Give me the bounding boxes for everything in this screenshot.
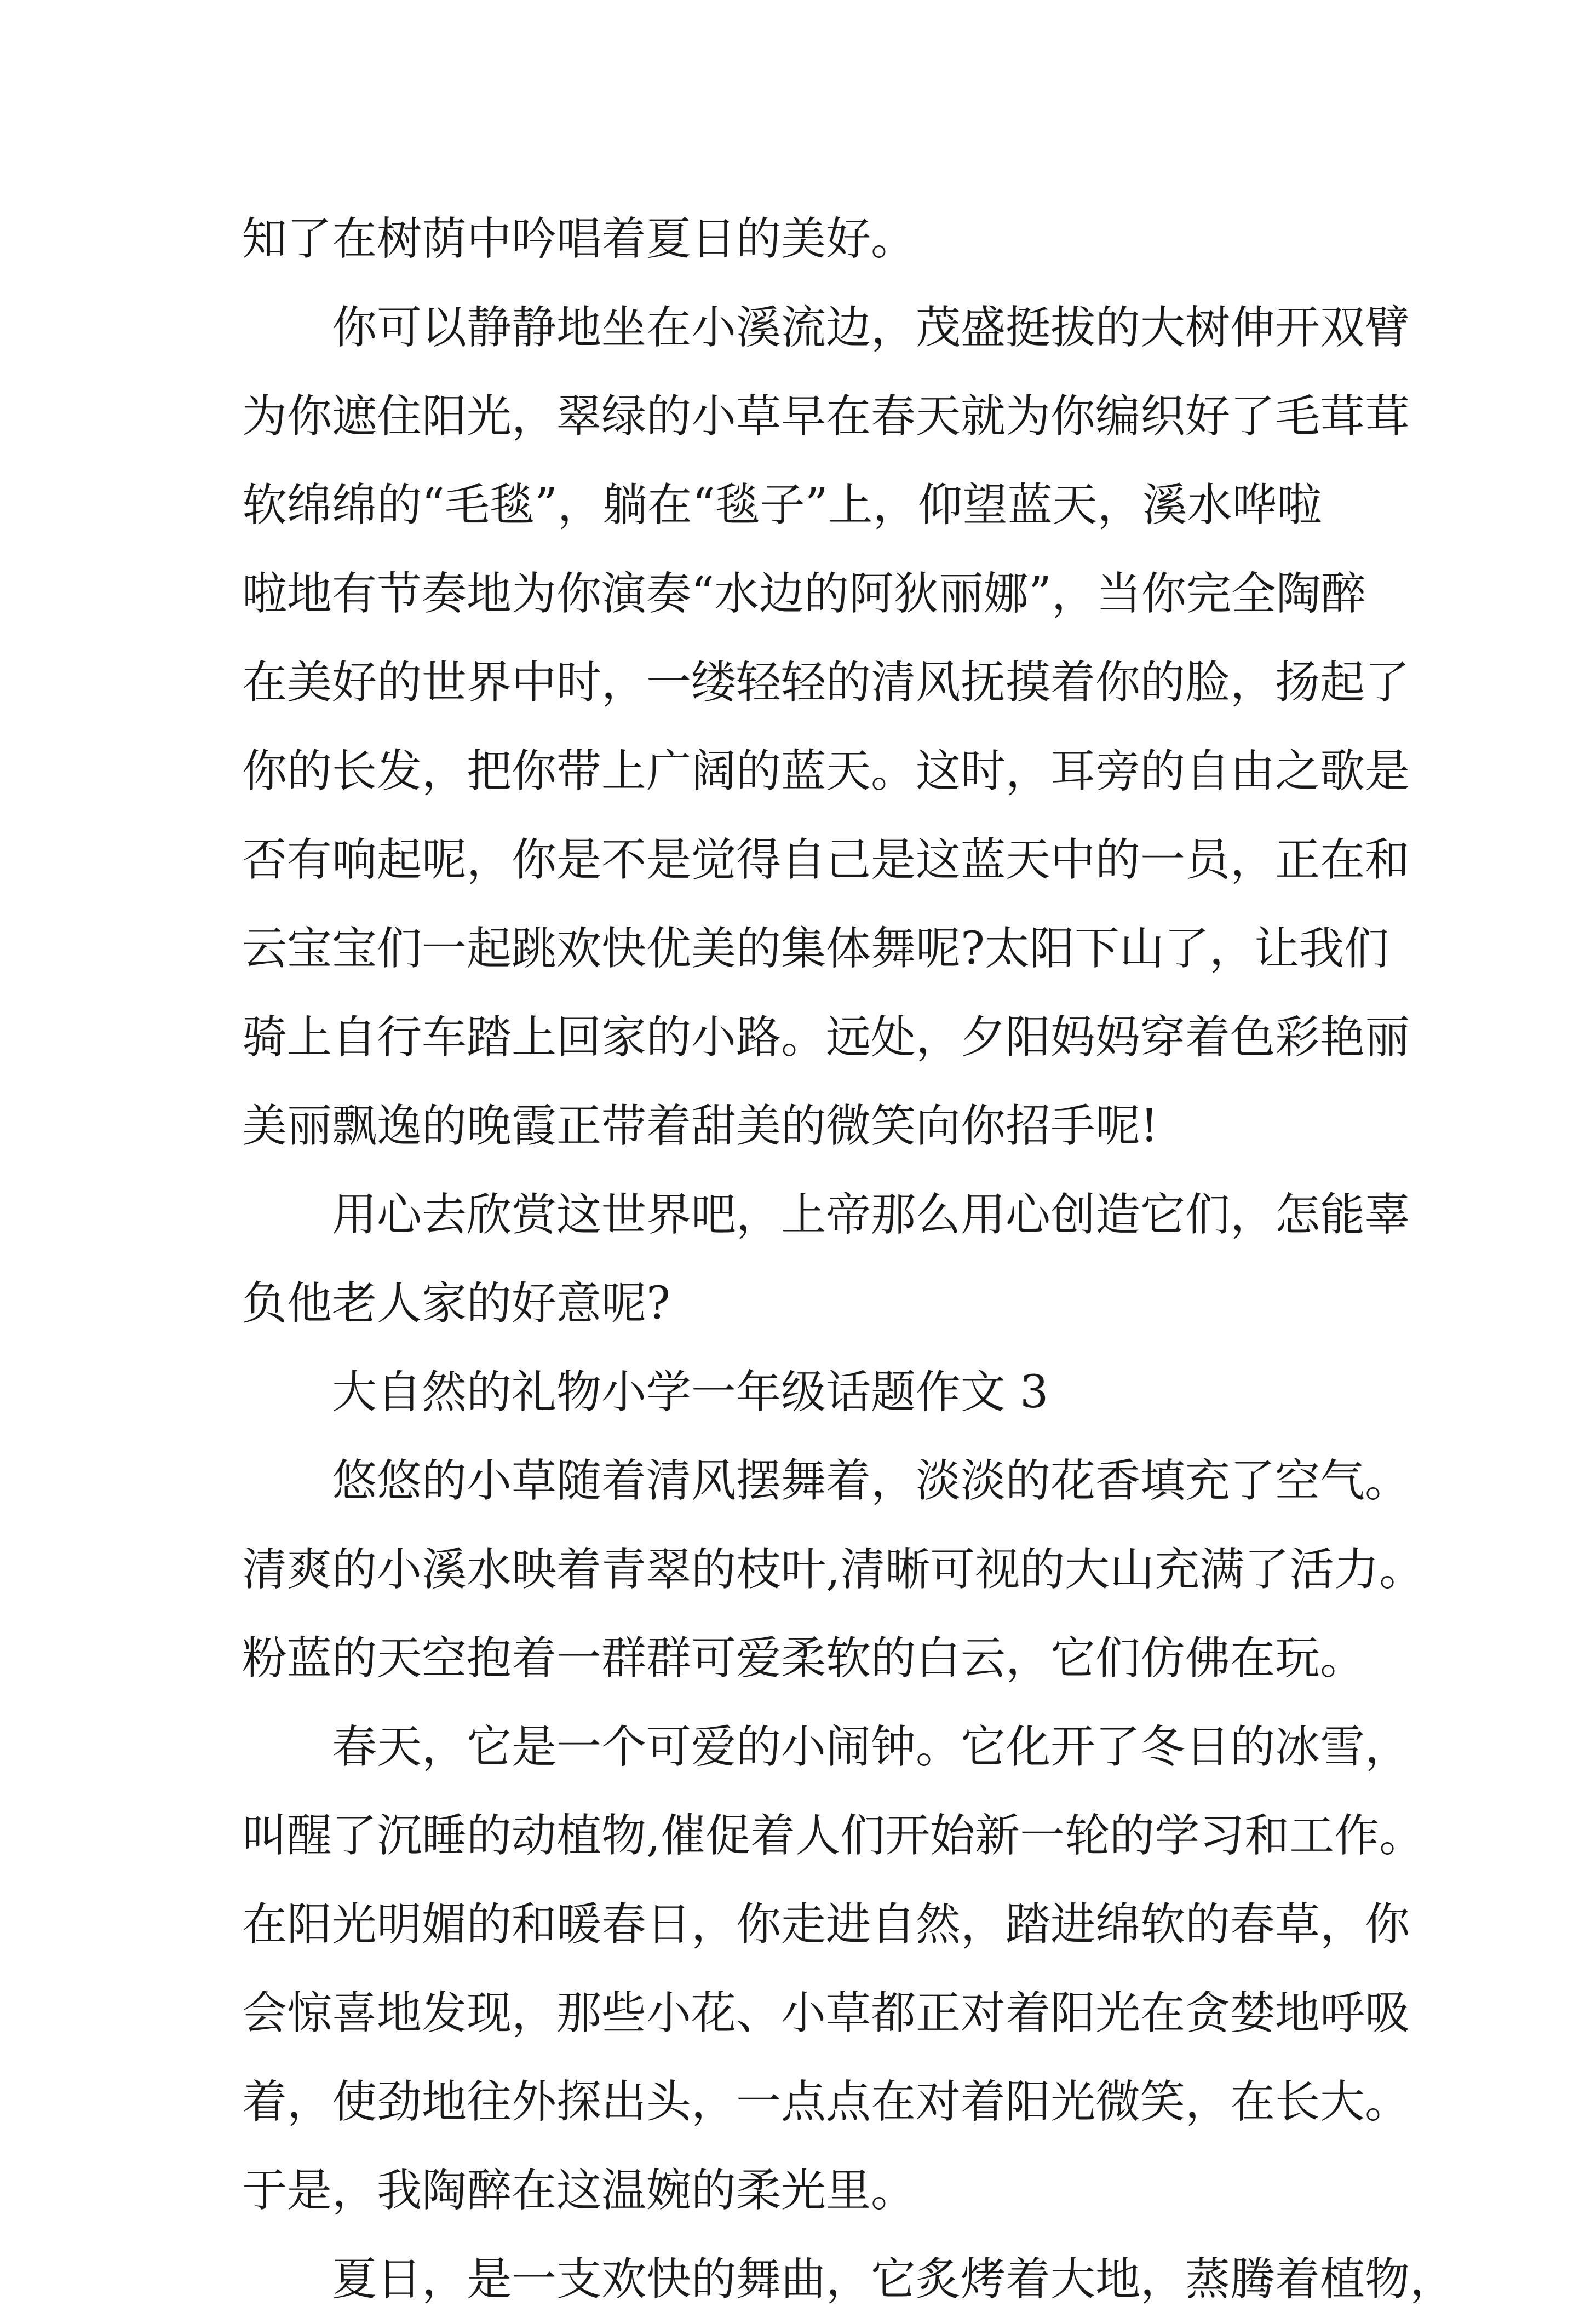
text-line: 会惊喜地发现，那些小花、小草都正对着阳光在贪婪地呼吸 [242,1987,1410,2039]
text-line: 在阳光明媚的和暖春日，你走进自然，踏进绵软的春草，你 [242,1899,1410,1951]
text-line: 云宝宝们一起跳欢快优美的集体舞呢?太阳下山了，让我们 [242,923,1389,975]
text-line: 悠悠的小草随着清风摆舞着，淡淡的花香填充了空气。 [332,1455,1410,1507]
text-line: 粉蓝的天空抱着一群群可爱柔软的白云，它们仿佛在玩。 [242,1632,1365,1684]
text-line: 夏日，是一支欢快的舞曲，它炙烤着大地，蒸腾着植物， [332,2253,1455,2305]
text-line: 清爽的小溪水映着青翠的枝叶,清晰可视的大山充满了活力。 [242,1544,1425,1596]
text-line: 你的长发，把你带上广阔的蓝天。这时，耳旁的自由之歌是 [242,745,1410,797]
text-line: 知了在树荫中吟唱着夏日的美好。 [242,213,916,265]
text-line: 否有响起呢，你是不是觉得自己是这蓝天中的一员，正在和 [242,834,1410,886]
text-line: 春天，它是一个可爱的小闹钟。它化开了冬日的冰雪， [332,1721,1410,1773]
text-line: 你可以静静地坐在小溪流边，茂盛挺拔的大树伸开双臂 [332,302,1410,354]
text-line: 软绵绵的“毛毯”，躺在“毯子”上，仰望蓝天，溪水哗啦 [242,479,1322,531]
text-line: 叫醒了沉睡的动植物,催促着人们开始新一轮的学习和工作。 [242,1810,1425,1862]
text-line: 啦地有节奏地为你演奏“水边的阿狄丽娜”，当你完全陶醉 [242,568,1366,620]
text-line: 用心去欣赏这世界吧，上帝那么用心创造它们，怎能辜 [332,1189,1410,1241]
text-line: 美丽飘逸的晚霞正带着甜美的微笑向你招手呢! [242,1100,1158,1152]
text-line: 负他老人家的好意呢? [242,1278,670,1330]
text-line: 大自然的礼物小学一年级话题作文 3 [332,1366,1049,1418]
essay-text [242,195,1455,2324]
text-line: 骑上自行车踏上回家的小路。远处，夕阳妈妈穿着色彩艳丽 [242,1011,1410,1063]
text-line: 于是，我陶醉在这温婉的柔光里。 [242,2165,916,2217]
text-line: 为你遮住阳光，翠绿的小草早在春天就为你编织好了毛茸茸 [242,390,1410,442]
text-line: 着，使劲地往外探出头，一点点在对着阳光微笑，在长大。 [242,2076,1410,2128]
text-line: 在美好的世界中时，一缕轻轻的清风抚摸着你的脸，扬起了 [242,657,1410,709]
